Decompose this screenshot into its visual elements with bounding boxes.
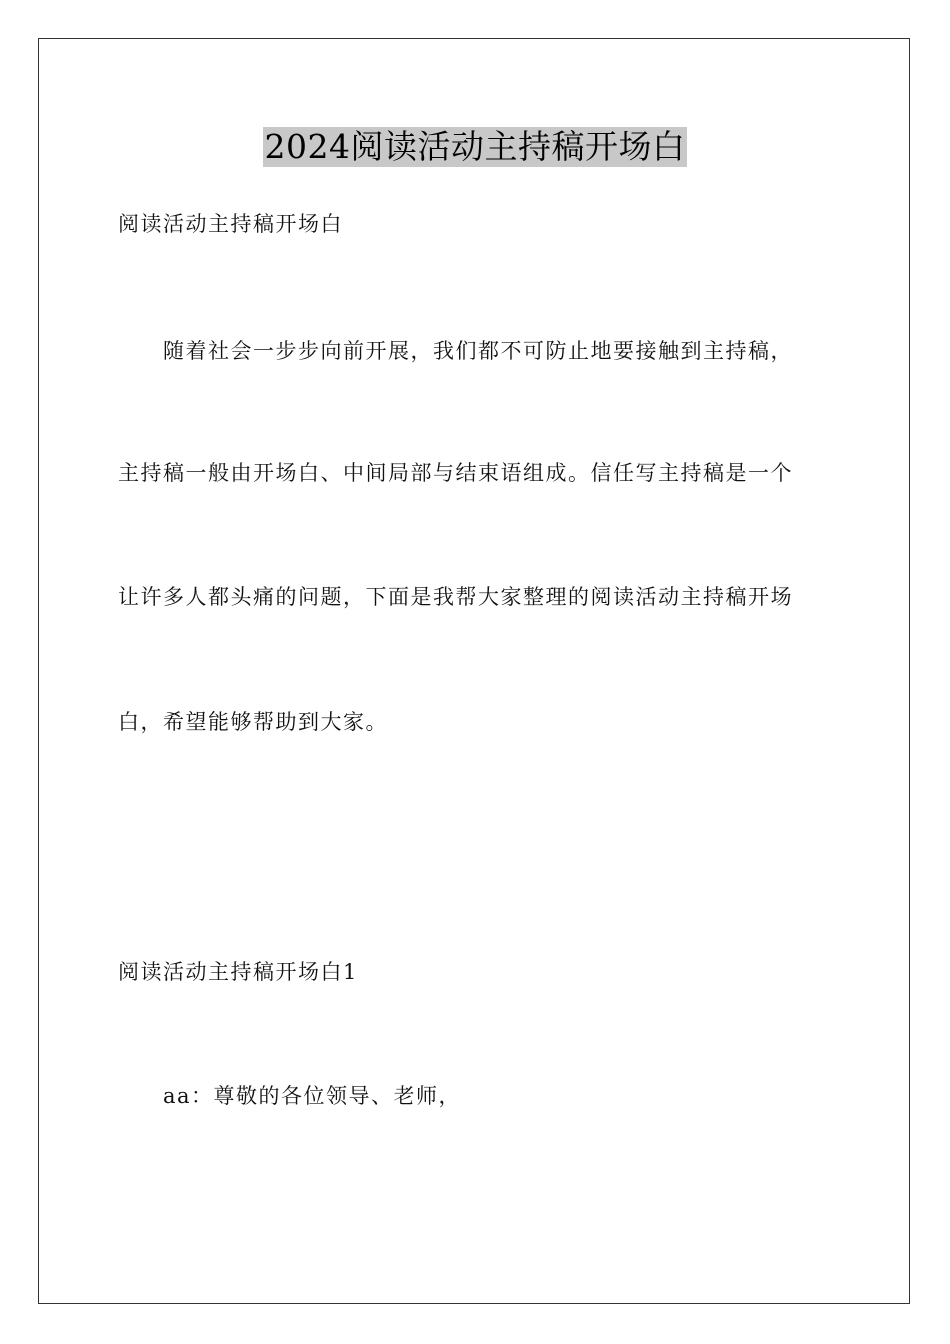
section-first-line: aa：尊敬的各位领导、老师， [163,1084,462,1108]
document-subtitle: 阅读活动主持稿开场白 [118,212,343,236]
intro-line-3: 让许多人都头痛的问题，下面是我帮大家整理的阅读活动主持稿开场 [118,585,793,609]
intro-line-4: 白，希望能够帮助到大家。 [118,710,388,734]
document-title: 2024阅读活动主持稿开场白 [264,127,686,166]
intro-line-2: 主持稿一般由开场白、中间局部与结束语组成。信任写主持稿是一个 [118,461,793,485]
intro-line-1: 随着社会一步步向前开展，我们都不可防止地要接触到主持稿， [163,339,793,363]
section-heading: 阅读活动主持稿开场白1 [118,960,358,984]
title-container [0,127,950,167]
